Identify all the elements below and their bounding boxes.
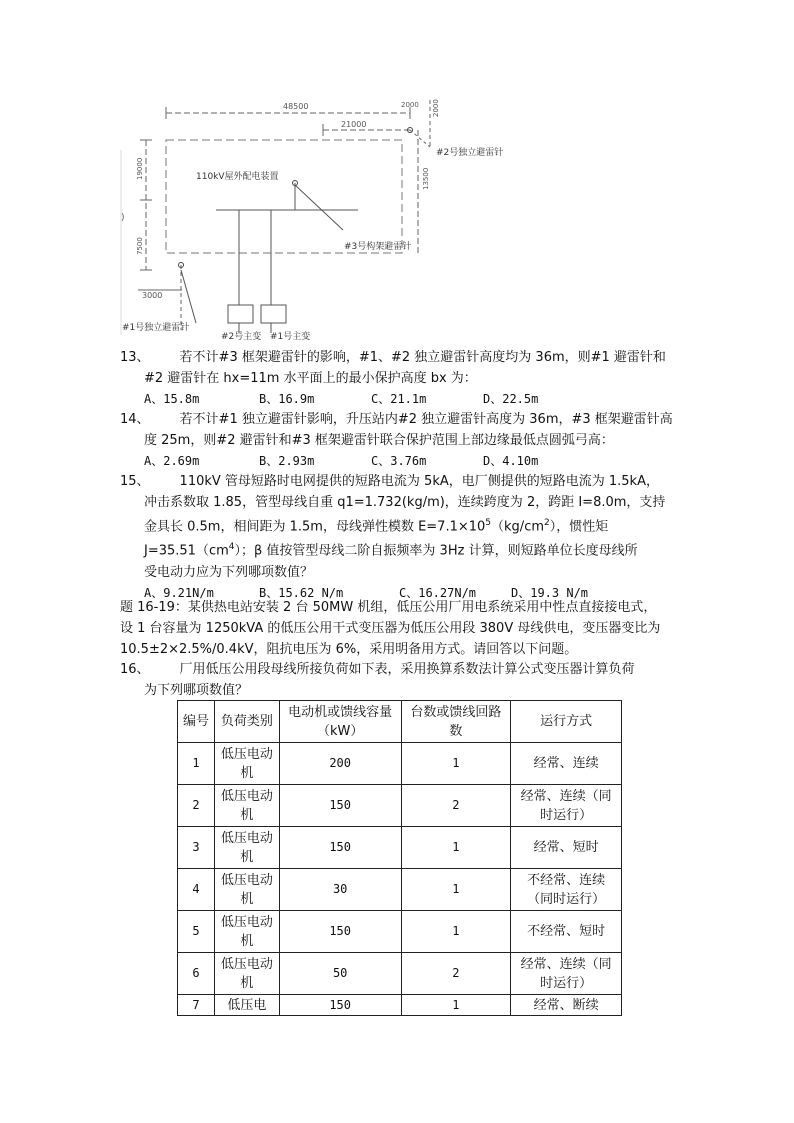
trans2-label: #2号主变: [221, 332, 262, 342]
cell-operation-mode: 经常、连续（同时运行）: [511, 953, 622, 995]
question-13: [120, 347, 666, 410]
dim-right: 21000: [341, 120, 367, 129]
dim-top-small: 2000: [401, 101, 419, 109]
cell-count: 2: [401, 953, 511, 995]
q13-line2: #2 避雷针在 hx=11m 水平面上的最小保护高度 bx 为：: [144, 371, 477, 386]
q15-line3: 金具长 0.5m，相间距为 1.5m，母线弹性模数 $E=7.1\times 10^5(kg/cm^2)$，惯性矩: [144, 518, 609, 535]
q15-option-c: C、16.27N/m: [399, 585, 477, 600]
table-header-row: [178, 701, 622, 743]
q14-options: [120, 451, 673, 472]
section-intro-16-19: [120, 597, 660, 660]
cell-number: 1: [178, 743, 215, 785]
cell-count: 1: [401, 827, 511, 869]
rod2-label: #2号独立避雷针: [436, 148, 504, 158]
cell-number: 5: [178, 911, 215, 953]
intro-line3: 10.5±2×2.5%/0.4kV，阻抗电压为 6%，采用明备用方式。请回答以下问题。: [120, 642, 578, 657]
q14-option-d: D、4.10m: [483, 454, 539, 468]
cell-capacity: 200: [279, 743, 401, 785]
cell-count: 1: [401, 911, 511, 953]
cell-count: 2: [401, 785, 511, 827]
q14-number: 14、: [120, 412, 150, 427]
cell-load-type: 低压电动机: [214, 869, 279, 911]
q14-option-b: B、2.93m: [259, 454, 315, 468]
q14-option-c: C、3.76m: [371, 454, 427, 468]
table-row: [178, 785, 622, 827]
q13-option-c: C、21.1m: [371, 392, 427, 406]
cell-operation-mode: 经常、连续: [511, 743, 622, 785]
cell-load-type: 低压电动机: [214, 827, 279, 869]
cell-operation-mode: 不经常、连续（同时运行）: [511, 869, 622, 911]
cell-capacity: 150: [279, 785, 401, 827]
q16-line1: 厂用低压公用段母线所接负荷如下表，采用换算系数法计算公式变压器计算负荷: [179, 662, 635, 677]
table-row: [178, 827, 622, 869]
table-row: [178, 911, 622, 953]
cell-capacity: 150: [279, 827, 401, 869]
q14-line1: 若不计#1 独立避雷针影响，升压站内#2 独立避雷针高度为 36m，#3 框架避雷针高: [179, 412, 673, 427]
left-mark: ): [121, 213, 125, 223]
q16-line2: 为下列哪项数值？: [144, 683, 249, 698]
header-capacity: 电动机或馈线容量（kW）: [279, 701, 401, 743]
cell-capacity: 150: [279, 911, 401, 953]
q14-line2: 度 25m，则#2 避雷针和#3 框架避雷针联合保护范围上部边缘最低点圆弧弓高：: [144, 433, 614, 448]
question-16: [120, 659, 635, 701]
q13-number: 13、: [120, 350, 150, 365]
cell-load-type: 低压电: [214, 995, 279, 1016]
cell-number: 2: [178, 785, 215, 827]
cell-load-type: 低压电动机: [214, 785, 279, 827]
cell-number: 7: [178, 995, 215, 1016]
q16-number: 16、: [120, 662, 150, 677]
cell-count: 1: [401, 869, 511, 911]
header-count: 台数或馈线回路数: [401, 701, 511, 743]
dim-left-v2: 7500: [136, 237, 144, 255]
load-table: [177, 700, 622, 1016]
cell-operation-mode: 经常、连续（同时运行）: [511, 785, 622, 827]
q15-line2: 冲击系数取 1.85，管型母线自重 q1=1.732(kg/m)，连续跨度为 2，跨距 I=8.0m，支持: [144, 495, 666, 510]
cell-load-type: 低压电动机: [214, 743, 279, 785]
intro-line2: 设 1 台容量为 1250kVA 的低压公用干式变压器为低压公用段 380V 母线供电，变压器变比为: [120, 621, 661, 636]
substation-layout-figure: [118, 95, 538, 345]
trans1-label: #1号主变: [270, 332, 311, 342]
q15-option-d: D、19.3 N/m: [511, 585, 589, 600]
intro-line1: 题 16-19：某供热电站安装 2 台 50MW 机组，低压公用厂用电系统采用中性点直接接电式，: [120, 600, 657, 615]
q15-line4: $J=35.51(cm^4)$；β 值按管型母线二阶自振频率为 3Hz 计算，则短路单位长度母线所: [144, 542, 638, 559]
q13-option-b: B、16.9m: [259, 392, 315, 406]
cell-capacity: 50: [279, 953, 401, 995]
cell-number: 3: [178, 827, 215, 869]
table-row: [178, 995, 622, 1016]
header-number: 编号: [178, 701, 215, 743]
cell-load-type: 低压电动机: [214, 911, 279, 953]
dim-right-small: 2000: [432, 99, 440, 117]
q15-line1: 110kV 管母短路时电网提供的短路电流为 5kA，电厂侧提供的短路电流为 1.5kA，: [179, 474, 659, 489]
header-operation-mode: 运行方式: [511, 701, 622, 743]
question-14: [120, 409, 673, 472]
dim-right-v: 13500: [422, 167, 430, 190]
cell-number: 4: [178, 869, 215, 911]
cell-capacity: 30: [279, 869, 401, 911]
dim-left-bottom: 3000: [142, 291, 163, 300]
q13-line1: 若不计#3 框架避雷针的影响，#1、#2 独立避雷针高度均为 36m，则#1 避雷针和: [179, 350, 666, 365]
q13-option-d: D、22.5m: [483, 392, 539, 406]
q14-option-a: A、2.69m: [144, 454, 200, 468]
dim-total: 48500: [283, 102, 309, 111]
q13-option-a: A、15.8m: [144, 392, 200, 406]
cell-count: 1: [401, 995, 511, 1016]
q13-options: [120, 389, 666, 410]
cell-operation-mode: 经常、断续: [511, 995, 622, 1016]
rod1-label: #1号独立避雷针: [122, 323, 190, 333]
q15-number: 15、: [120, 474, 150, 489]
dim-left-v: 19000: [136, 157, 144, 180]
cell-operation-mode: 不经常、短时: [511, 911, 622, 953]
q15-option-a: A、9.21N/m: [144, 585, 214, 600]
q15-line5: 受电动力应为下列哪项数值？: [144, 564, 314, 580]
rod3-label: #3号构架避雷针: [344, 242, 412, 252]
question-15: [120, 471, 665, 604]
area-label: 110kV屋外配电装置: [196, 172, 279, 182]
cell-load-type: 低压电动机: [214, 953, 279, 995]
table-row: [178, 953, 622, 995]
cell-capacity: 150: [279, 995, 401, 1016]
cell-count: 1: [401, 743, 511, 785]
header-load-type: 负荷类别: [214, 701, 279, 743]
table-row: [178, 743, 622, 785]
q15-option-b: B、15.62 N/m: [259, 585, 344, 600]
cell-operation-mode: 经常、短时: [511, 827, 622, 869]
table-row: [178, 869, 622, 911]
cell-number: 6: [178, 953, 215, 995]
